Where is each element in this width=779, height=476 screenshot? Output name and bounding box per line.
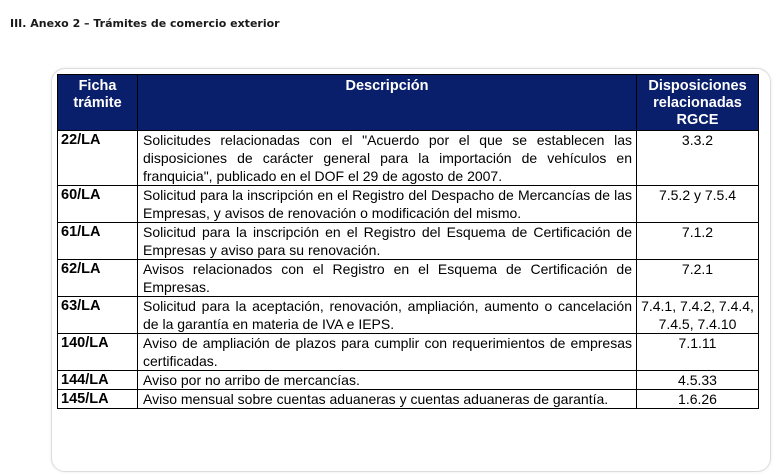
cell-disposiciones: 7.1.2 bbox=[637, 223, 759, 260]
cell-disposiciones: 3.3.2 bbox=[637, 131, 759, 186]
cell-ficha: 60/LA bbox=[58, 186, 138, 223]
cell-descripcion: Aviso mensual sobre cuentas aduaneras y cuentas aduaneras de garantía. bbox=[138, 390, 637, 409]
section-heading: III. Anexo 2 – Trámites de comercio exterior bbox=[10, 17, 280, 30]
cell-ficha: 140/LA bbox=[58, 334, 138, 371]
cell-descripcion: Solicitud para la inscripción en el Registro del Esquema de Certificación de Empresas y aviso para su renovación. bbox=[138, 223, 637, 260]
table-row bbox=[58, 371, 759, 390]
cell-descripcion: Avisos relacionados con el Registro en el Esquema de Certificación de Empresas. bbox=[138, 260, 637, 297]
cell-ficha: 22/LA bbox=[58, 131, 138, 186]
cell-ficha: 145/LA bbox=[58, 390, 138, 409]
cell-disposiciones: 1.6.26 bbox=[637, 390, 759, 409]
cell-disposiciones: 7.4.1, 7.4.2, 7.4.4, 7.4.5, 7.4.10 bbox=[637, 297, 759, 334]
table-row bbox=[58, 223, 759, 260]
table-row bbox=[58, 131, 759, 186]
table-row bbox=[58, 186, 759, 223]
table-row bbox=[58, 390, 759, 409]
table-header-row bbox=[58, 75, 759, 131]
cell-disposiciones: 4.5.33 bbox=[637, 371, 759, 390]
tramites-table bbox=[57, 74, 759, 409]
cell-descripcion: Aviso de ampliación de plazos para cumplir con requerimientos de empresas certificadas. bbox=[138, 334, 637, 371]
cell-descripcion: Solicitud para la aceptación, renovación, ampliación, aumento o cancelación de la garantía en materia de IVA e IEPS. bbox=[138, 297, 637, 334]
header-descripcion: Descripción bbox=[138, 75, 637, 131]
cell-descripcion: Solicitudes relacionadas con el "Acuerdo por el que se establecen las disposiciones de carácter general para la importación de vehículos en franquicia", publicado en el DOF el 29 de agosto de 2007. bbox=[138, 131, 637, 186]
table-row bbox=[58, 297, 759, 334]
cell-ficha: 144/LA bbox=[58, 371, 138, 390]
header-ficha: Ficha trámite bbox=[58, 75, 138, 131]
cell-ficha: 63/LA bbox=[58, 297, 138, 334]
cell-disposiciones: 7.2.1 bbox=[637, 260, 759, 297]
cell-descripcion: Solicitud para la inscripción en el Registro del Despacho de Mercancías de las Empresas, y avisos de renovación o modificación del mismo. bbox=[138, 186, 637, 223]
cell-descripcion: Aviso por no arribo de mercancías. bbox=[138, 371, 637, 390]
table-row bbox=[58, 334, 759, 371]
cell-disposiciones: 7.1.11 bbox=[637, 334, 759, 371]
cell-disposiciones: 7.5.2 y 7.5.4 bbox=[637, 186, 759, 223]
header-disposiciones: Disposiciones relacionadas RGCE bbox=[637, 75, 759, 131]
table-row bbox=[58, 260, 759, 297]
cell-ficha: 62/LA bbox=[58, 260, 138, 297]
cell-ficha: 61/LA bbox=[58, 223, 138, 260]
